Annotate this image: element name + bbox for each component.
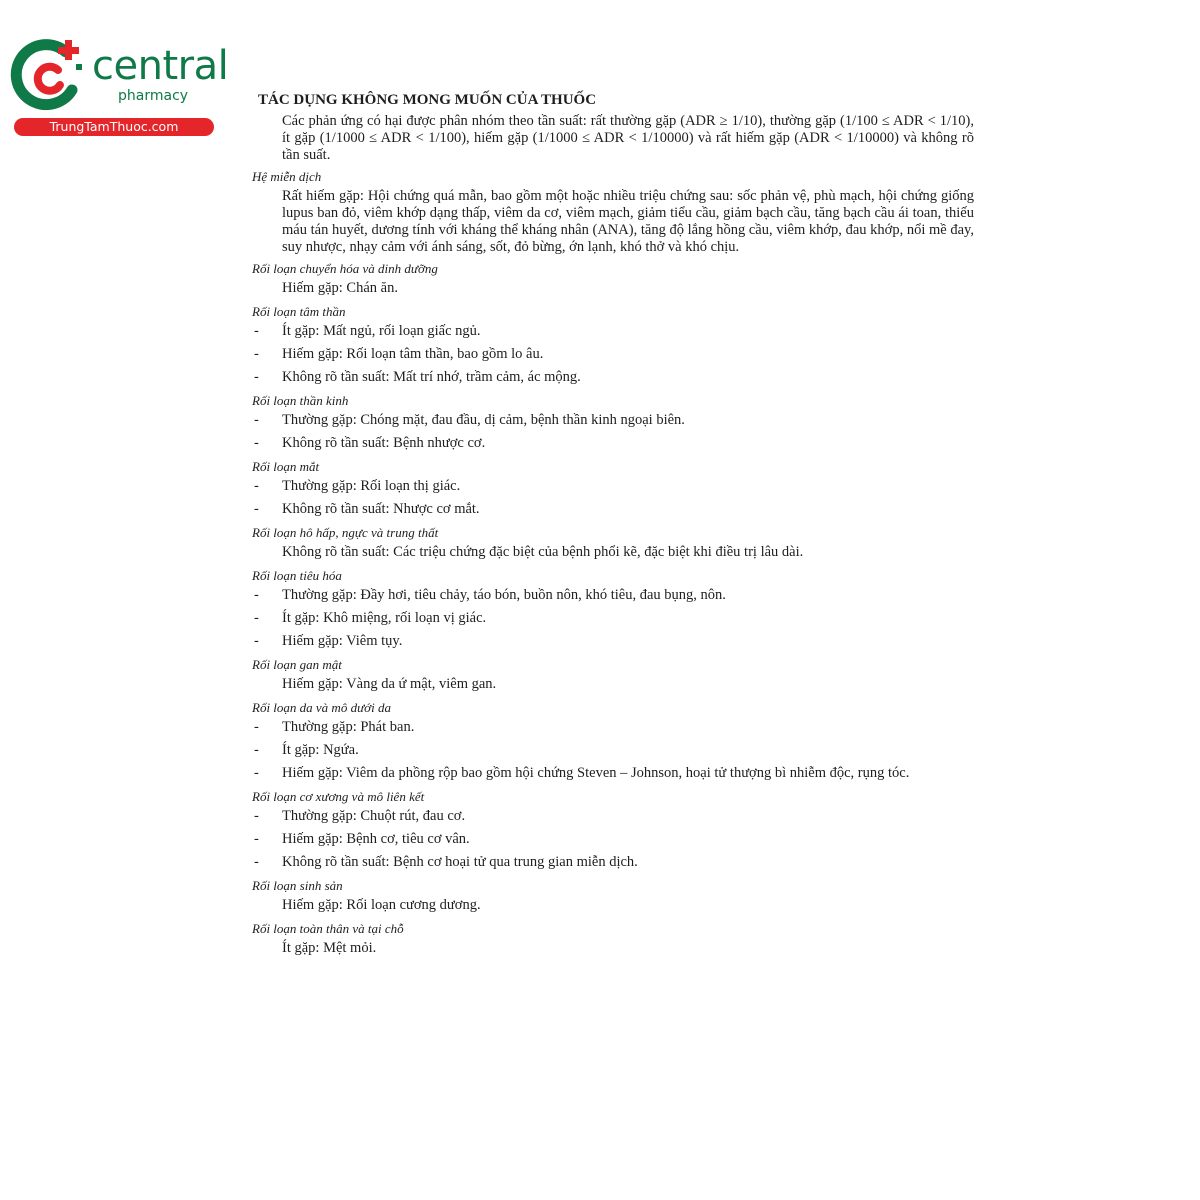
list-item-text: Thường gặp: Rối loạn thị giác. [282,478,461,494]
list-item-text: Thường gặp: Phát ban. [282,719,415,735]
section-heading-eye: Rối loạn mắt [252,459,320,474]
bullet-dash: - [254,831,259,847]
list-item [248,808,974,825]
bullet-dash: - [254,369,259,385]
list-item [248,765,974,782]
document-body [248,92,974,963]
brand-website: TrungTamThuoc.com [14,118,214,136]
list-item [248,854,974,871]
list-item [248,346,974,363]
list-item [248,435,974,452]
bullet-dash: - [254,587,259,603]
section-heading-metabolism: Rối loạn chuyển hóa và dinh dưỡng [252,261,438,276]
section-text-respiratory: Không rõ tần suất: Các triệu chứng đặc biệt của bệnh phổi kẽ, đặc biệt khi điều trị lâu dài. [282,544,804,560]
section-text-immune: Rất hiếm gặp: Hội chứng quá mẫn, bao gồm một hoặc nhiều triệu chứng sau: sốc phản vệ, phù mạch, hội chứng giống lupus ban đỏ, viêm khớp dạng thấp, viêm da cơ, viêm mạch, giảm tiểu cầu, giảm bạch cầu, tăng bạch cầu ái toan, thiếu máu tán huyết, dương tính với kháng thể kháng nhân (ANA), tăng độ lắng hồng cầu, viêm khớp, đau khớp, nổi mề đay, suy nhược, nhạy cảm với ánh sáng, sốt, đỏ bừng, ớn lạnh, khó thở và khó chịu. [282,188,974,255]
list-item-text: Thường gặp: Đầy hơi, tiêu chảy, táo bón, buồn nôn, khó tiêu, đau bụng, nôn. [282,587,726,603]
section-text-metabolism: Hiếm gặp: Chán ăn. [282,280,398,296]
list-item-text: Không rõ tần suất: Bệnh cơ hoại tử qua trung gian miễn dịch. [282,854,638,870]
list-item-text: Thường gặp: Chuột rút, đau cơ. [282,808,466,824]
list-item [248,369,974,386]
list-item [248,323,974,340]
bullet-dash: - [254,610,259,626]
section-text-general: Ít gặp: Mệt mỏi. [282,940,377,956]
bullet-dash: - [254,501,259,517]
section-heading-general: Rối loạn toàn thân và tại chỗ [252,921,404,936]
list-item-text: Hiếm gặp: Bệnh cơ, tiêu cơ vân. [282,831,470,847]
bullet-dash: - [254,808,259,824]
brand-name: central [92,43,229,89]
section-heading-gastro: Rối loạn tiêu hóa [252,568,342,583]
list-item [248,478,974,495]
list-item-text: Hiếm gặp: Viêm da phồng rộp bao gồm hội chứng Steven – Johnson, hoại tử thượng bì nhiễm độc, rụng tóc. [282,765,910,781]
central-logo-icon [10,38,88,116]
bullet-dash: - [254,742,259,758]
list-item [248,610,974,627]
list-item-text: Không rõ tần suất: Nhược cơ mắt. [282,501,480,517]
section-text-hepato: Hiếm gặp: Vàng da ứ mật, viêm gan. [282,676,497,692]
section-text-reproductive: Hiếm gặp: Rối loạn cương dương. [282,897,481,913]
list-item [248,831,974,848]
bullet-dash: - [254,478,259,494]
section-heading-nervous: Rối loạn thần kinh [252,393,349,408]
section-heading-immune: Hệ miễn dịch [252,169,322,184]
list-item [248,412,974,429]
brand-logo [10,38,229,134]
list-item [248,719,974,736]
list-item [248,633,974,650]
list-item-text: Thường gặp: Chóng mặt, đau đầu, dị cảm, bệnh thần kinh ngoại biên. [282,412,685,428]
list-item-text: Hiếm gặp: Viêm tụy. [282,633,403,649]
bullet-dash: - [254,412,259,428]
bullet-dash: - [254,854,259,870]
section-heading-psychiatric: Rối loạn tâm thần [252,304,346,319]
list-item-text: Không rõ tần suất: Mất trí nhớ, trầm cảm, ác mộng. [282,369,581,385]
bullet-dash: - [254,765,259,781]
brand-subtitle: pharmacy [118,88,189,104]
bullet-dash: - [254,719,259,735]
section-heading-musculo: Rối loạn cơ xương và mô liên kết [252,789,425,804]
bullet-dash: - [254,435,259,451]
bullet-dash: - [254,323,259,339]
list-item [248,501,974,518]
list-item-text: Ít gặp: Khô miệng, rối loạn vị giác. [282,610,487,626]
section-heading-skin: Rối loạn da và mô dưới da [252,700,391,715]
section-heading-reproductive: Rối loạn sinh sản [252,878,343,893]
section-heading-hepato: Rối loạn gan mật [252,657,342,672]
section-heading-respiratory: Rối loạn hô hấp, ngực và trung thất [252,525,439,540]
bullet-dash: - [254,346,259,362]
bullet-dash: - [254,633,259,649]
list-item-text: Hiếm gặp: Rối loạn tâm thần, bao gồm lo âu. [282,346,544,362]
document-title: TÁC DỤNG KHÔNG MONG MUỐN CỦA THUỐC [258,92,597,108]
list-item [248,587,974,604]
list-item [248,742,974,759]
list-item-text: Không rõ tần suất: Bệnh nhược cơ. [282,435,486,451]
list-item-text: Ít gặp: Mất ngủ, rối loạn giấc ngủ. [282,323,481,339]
intro-paragraph: Các phản ứng có hại được phân nhóm theo tần suất: rất thường gặp (ADR ≥ 1/10), thường gặp (1/100 ≤ ADR < 1/10), ít gặp (1/1000 ≤ ADR < 1/100), hiếm gặp (1/1000 ≤ ADR < 1/10000) và rất hiếm gặp (ADR < 1/10000) và không rõ tần suất. [282,113,974,163]
list-item-text: Ít gặp: Ngứa. [282,742,359,758]
